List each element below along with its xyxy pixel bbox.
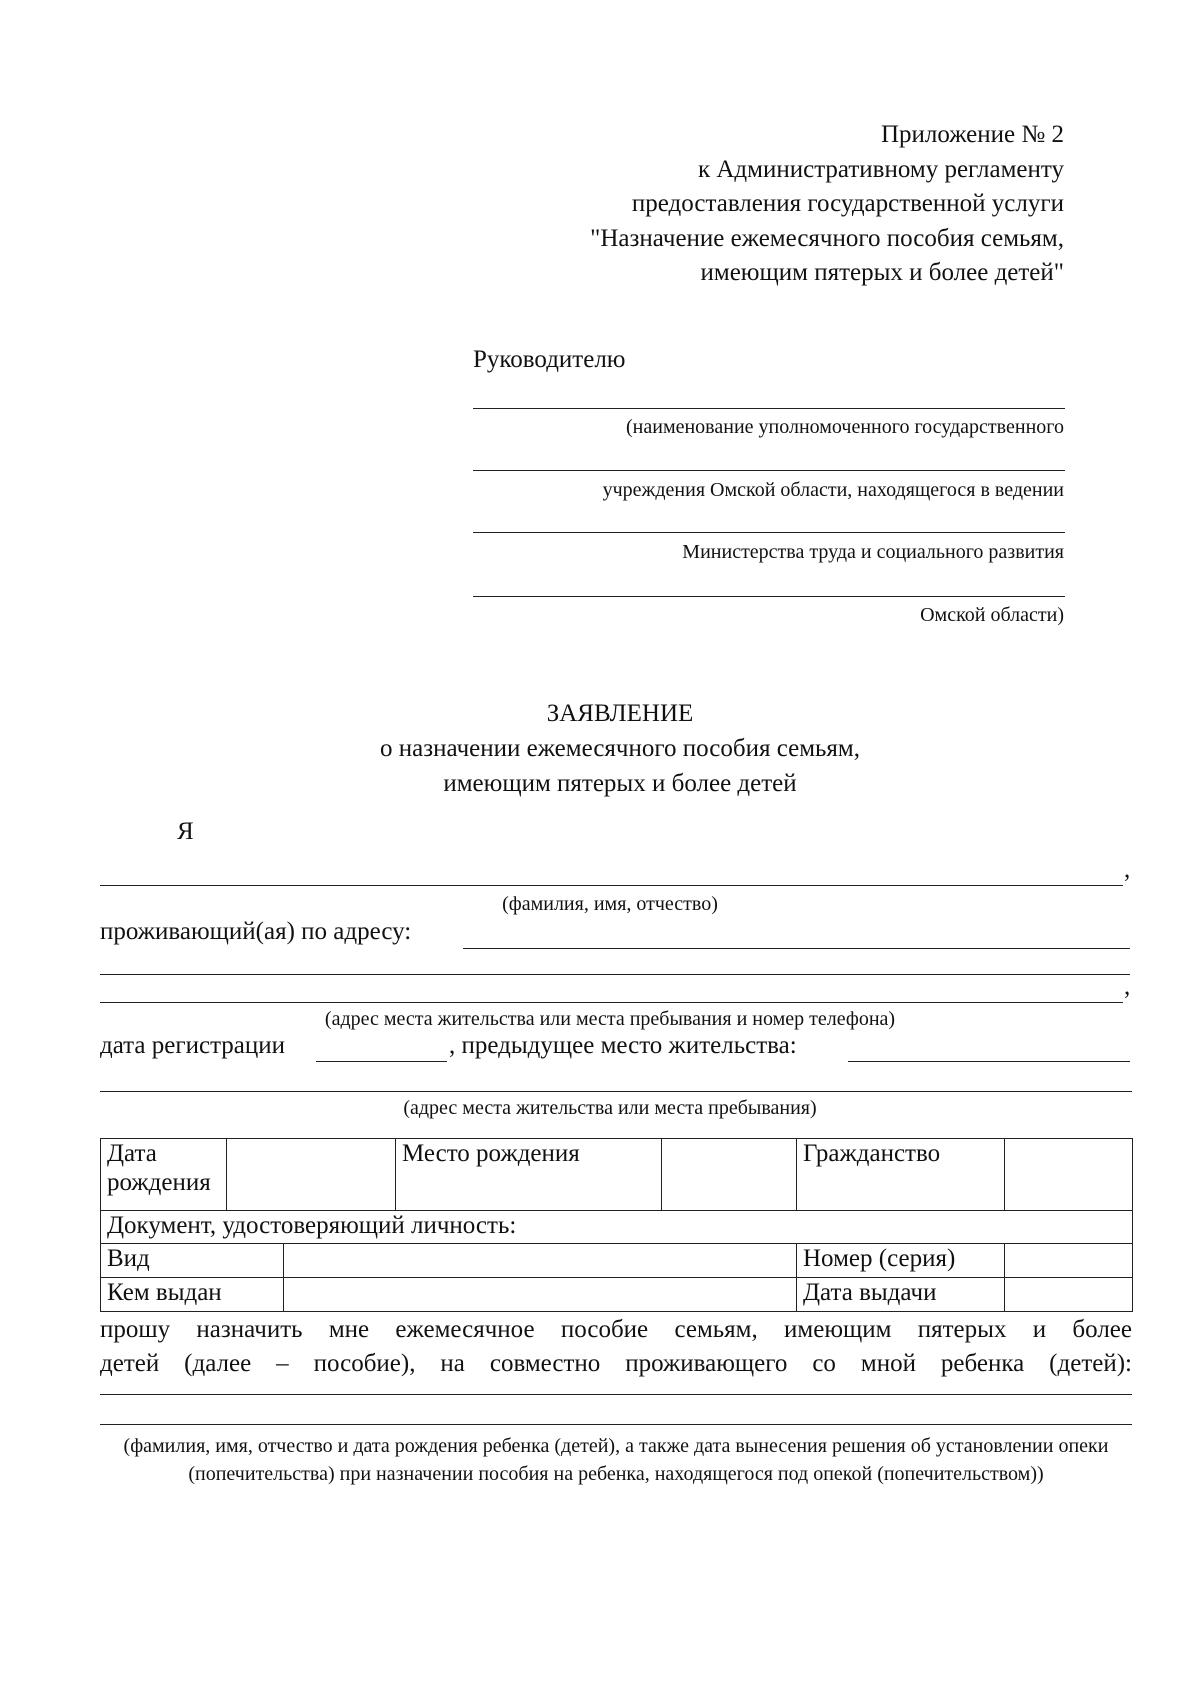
addressee-caption: Омской области) [920, 604, 1064, 626]
appendix-line: предоставления государственной услуги [631, 190, 1064, 217]
citizenship-value-cell[interactable] [1005, 1139, 1133, 1211]
document-subtitle: имеющим пятерых и более детей [443, 770, 797, 797]
appendix-line: к Административному регламенту [697, 155, 1064, 183]
children-input-line[interactable] [100, 1424, 1132, 1425]
issued-by-value-cell[interactable] [284, 1278, 797, 1312]
issued-by-label: Кем выдан [101, 1278, 284, 1312]
applicant-data-table [100, 1138, 1133, 1312]
address-input-line[interactable] [463, 948, 1130, 949]
document-title: ЗАЯВЛЕНИЕ [546, 700, 694, 727]
addressee-input-line[interactable] [473, 408, 1065, 409]
fio-caption: (фамилия, имя, отчество) [502, 893, 718, 915]
id-number-value-cell[interactable] [1005, 1244, 1133, 1278]
issue-date-value-cell[interactable] [1005, 1278, 1133, 1312]
id-kind-value-cell[interactable] [284, 1244, 797, 1278]
address-input-line[interactable] [100, 974, 1130, 975]
applicant-i-label: Я [177, 818, 194, 845]
appendix-number: Приложение № 2 [880, 121, 1064, 148]
document-subtitle: о назначении ежемесячного пособия семьям, [380, 735, 860, 762]
request-line: прошу назначить мне ежемесячное пособие семьям, имеющим пятерых и более [100, 1316, 1132, 1343]
addressee-input-line[interactable] [473, 532, 1065, 533]
id-document-label: Документ, удостоверяющий личность: [101, 1211, 1133, 1244]
children-input-line[interactable] [100, 1394, 1132, 1395]
prev-residence-caption: (адрес места жительства или места пребывания) [403, 1097, 817, 1119]
id-number-label: Номер (серия) [797, 1244, 1005, 1278]
addressee-label: Руководителю [473, 346, 626, 373]
addressee-caption: учреждения Омской области, находящегося в ведении [602, 479, 1064, 501]
prev-residence-label: , предыдущее место жительства: [449, 1032, 797, 1059]
birth-date-value-cell[interactable] [227, 1139, 396, 1211]
request-line: детей (далее – пособие), на совместно проживающего со мной ребенка (детей): [100, 1350, 1132, 1377]
fio-input-line[interactable] [100, 885, 1123, 886]
reg-date-input-line[interactable] [316, 1061, 447, 1062]
addressee-input-line[interactable] [473, 596, 1065, 597]
appendix-header [504, 118, 1064, 291]
prev-residence-input-line[interactable] [848, 1061, 1130, 1062]
addressee-caption: (наименование уполномоченного государственного [626, 416, 1064, 438]
children-caption: (фамилия, имя, отчество и дата рождения ребенка (детей), а также дата вынесения решения об установлении опеки (попечительства) при назначении пособия на ребенка, находящегося под опекой (попечительством)) [123, 1435, 1109, 1485]
birth-place-value-cell[interactable] [662, 1139, 797, 1211]
addressee-caption: Министерства труда и социального развития [682, 541, 1064, 563]
address-caption: (адрес места жительства или места пребывания и номер телефона) [324, 1008, 896, 1030]
issue-date-label: Дата выдачи [797, 1278, 1005, 1312]
comma: , [1124, 973, 1131, 1000]
request-text [100, 1313, 1132, 1381]
birth-place-label: Место рождения [396, 1139, 662, 1211]
address-label: проживающий(ая) по адресу: [100, 918, 412, 945]
birth-date-label: Дата рождения [101, 1139, 227, 1211]
id-kind-label: Вид [101, 1244, 284, 1278]
address-input-line[interactable] [100, 1002, 1123, 1003]
appendix-line: имеющим пятерых и более детей" [700, 259, 1064, 286]
comma: , [1124, 856, 1131, 883]
reg-date-label: дата регистрации [100, 1032, 286, 1059]
addressee-input-line[interactable] [473, 470, 1065, 471]
citizenship-label: Гражданство [797, 1139, 1005, 1211]
appendix-line: "Назначение ежемесячного пособия семьям, [590, 224, 1064, 252]
prev-residence-input-line[interactable] [100, 1091, 1132, 1092]
